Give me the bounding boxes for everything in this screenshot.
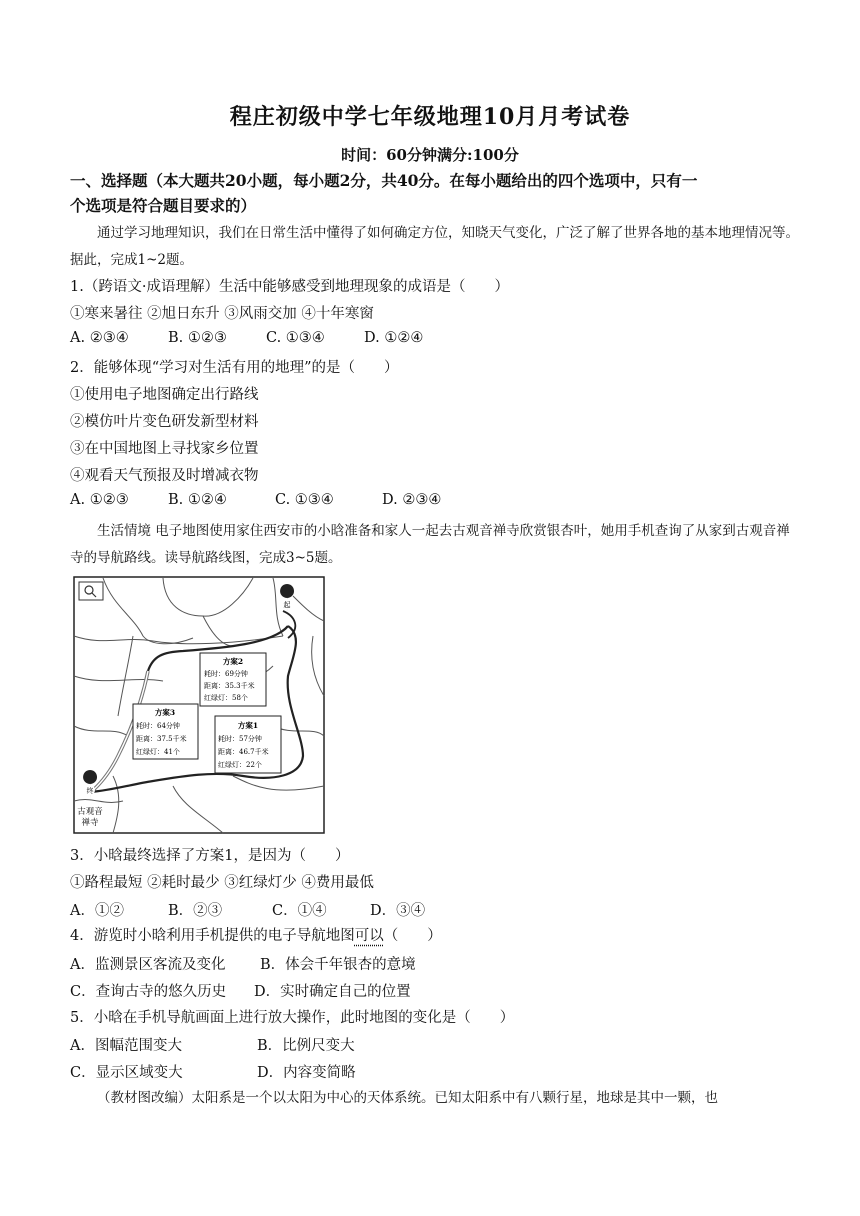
- q4-option-d[interactable]: D．实时确定自己的位置: [254, 984, 411, 1000]
- q5-stem: 5．小晗在手机导航画面上进行放大操作，此时地图的变化是（ ）: [70, 1010, 515, 1026]
- section-heading-line1: 一、选择题（本大题共20小题，每小题2分，共40分。在每小题给出的四个选项中，只有一: [70, 171, 698, 190]
- q2-item-1: ①使用电子地图确定出行路线: [70, 387, 259, 403]
- intro-paragraph-3: （教材图改编）太阳系是一个以太阳为中心的天体系统。已知太阳系中有八颗行星，地球是其中一颗，也: [97, 1090, 718, 1106]
- plan3-time: 耗时：64分钟: [136, 722, 180, 730]
- plan2-title: 方案2: [222, 657, 244, 666]
- q1-option-a[interactable]: A. ②③④: [70, 330, 129, 346]
- plan2-box: [200, 653, 266, 706]
- exam-title: 程庄初级中学七年级地理10月月考试卷: [229, 104, 631, 130]
- plan1-distance: 距离：46.7千米: [218, 748, 269, 756]
- q4-options-row2: [70, 980, 411, 1001]
- start-marker-label: 起: [283, 601, 291, 609]
- q4-stem-post: （ ）: [383, 928, 442, 944]
- q4-options-row1: [70, 953, 416, 974]
- q3-option-d[interactable]: D．③④: [370, 903, 426, 919]
- q4-stem: [70, 925, 800, 947]
- plan2-time: 耗时：69分钟: [204, 670, 248, 678]
- q2-option-b[interactable]: B. ①②④: [168, 492, 227, 508]
- q1-option-d[interactable]: D. ①②④: [364, 330, 424, 346]
- q5-option-a[interactable]: A．图幅范围变大: [70, 1038, 182, 1054]
- destination-label-2: 禅寺: [81, 818, 99, 828]
- q5-option-b[interactable]: B．比例尺变大: [257, 1038, 355, 1054]
- q2-option-a[interactable]: A. ①②③: [70, 492, 129, 508]
- q4-option-c[interactable]: C．查询古寺的悠久历史: [70, 984, 227, 1000]
- q1-option-c[interactable]: C. ①③④: [266, 330, 325, 346]
- q3-option-c[interactable]: C．①④: [272, 903, 327, 919]
- plan3-lights: 红绿灯：41个: [136, 748, 180, 756]
- q1-items: ①寒来暑往 ②旭日东升 ③风雨交加 ④十年寒窗: [70, 306, 374, 322]
- plan3-box: [133, 704, 198, 759]
- q2-stem: 2．能够体现“学习对生活有用的地理”的是（ ）: [70, 360, 399, 376]
- plan1-box: [215, 716, 281, 773]
- q5-options-row1: [70, 1034, 355, 1055]
- q4-option-b[interactable]: B．体会千年银杏的意境: [260, 957, 416, 973]
- plan1-lights: 红绿灯：22个: [218, 761, 262, 769]
- q1-option-b[interactable]: B. ①②③: [168, 330, 227, 346]
- q4-stem-pre: 4．游览时小晗利用手机提供的电子导航地图: [70, 928, 355, 944]
- end-marker-label: 终: [86, 787, 94, 795]
- q2-item-3: ③在中国地图上寻找家乡位置: [70, 441, 259, 457]
- q2-option-d[interactable]: D. ②③④: [382, 492, 442, 508]
- intro-paragraph-2: 生活情境 电子地图使用家住西安市的小晗准备和家人一起去古观音禅寺欣赏银杏叶，她用手机查询了从家到古观音禅寺的导航路线。读导航路线图，完成3~5题。: [70, 523, 790, 566]
- q3-stem: 3．小晗最终选择了方案1，是因为（ ）: [70, 848, 350, 864]
- plan1-time: 耗时：57分钟: [218, 735, 262, 743]
- q2-options: [70, 492, 441, 508]
- q4-option-a[interactable]: A．监测景区客流及变化: [70, 957, 226, 973]
- q1-options: [70, 330, 423, 346]
- plan2-distance: 距离：35.3千米: [204, 682, 255, 690]
- q2-item-2: ②模仿叶片变色研发新型材料: [70, 414, 259, 430]
- q2-item-4: ④观看天气预报及时增减衣物: [70, 468, 259, 484]
- q5-options-row2: [70, 1061, 356, 1082]
- q5-option-c[interactable]: C．显示区域变大: [70, 1065, 183, 1081]
- plan2-lights: 红绿灯：58个: [204, 694, 248, 702]
- section-heading-line2: 个选项是符合题目要求的）: [70, 196, 257, 215]
- q4-stem-emphasis: 可以: [354, 928, 384, 944]
- map-search-icon: [79, 582, 103, 600]
- q3-options: [70, 899, 425, 920]
- exam-subtitle: 时间：60分钟满分:100分: [341, 146, 519, 164]
- plan3-title: 方案3: [154, 708, 176, 717]
- destination-label-1: 古观音: [77, 807, 103, 817]
- q3-option-b[interactable]: B．②③: [168, 903, 223, 919]
- q3-items: ①路程最短 ②耗时最少 ③红绿灯少 ④费用最低: [70, 875, 374, 891]
- plan1-title: 方案1: [237, 721, 259, 730]
- intro-paragraph-1: 通过学习地理知识，我们在日常生活中懂得了如何确定方位，知晓天气变化，广泛了解了世界各地的基本地理情况等。据此，完成1~2题。: [70, 225, 799, 268]
- q2-option-c[interactable]: C. ①③④: [275, 492, 334, 508]
- plan3-distance: 距离：37.5千米: [136, 735, 187, 743]
- q1-stem: 1.（跨语文·成语理解）生活中能够感受到地理现象的成语是（ ）: [70, 279, 509, 295]
- q3-option-a[interactable]: A．①②: [70, 903, 124, 919]
- q5-option-d[interactable]: D．内容变简略: [257, 1065, 356, 1081]
- navigation-map: [73, 576, 325, 834]
